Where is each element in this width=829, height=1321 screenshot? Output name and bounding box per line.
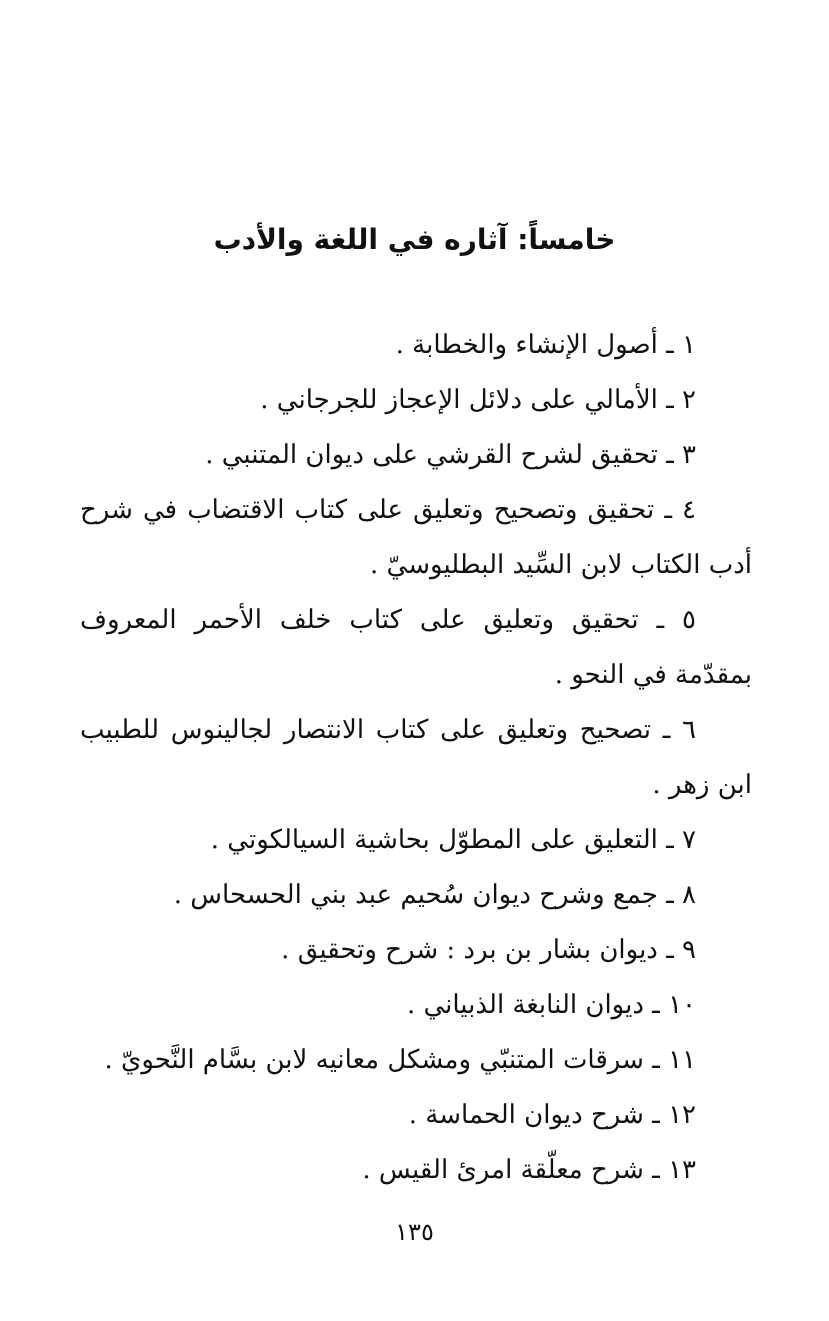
page-number: ١٣٥	[395, 1218, 434, 1246]
list-item: ٢ ـ الأمالي على دلائل الإعجاز للجرجاني .	[260, 385, 696, 415]
list-item: ١ ـ أصول الإنشاء والخطابة .	[395, 330, 696, 360]
list-item: ١٠ ـ ديوان النابغة الذبياني .	[406, 990, 696, 1020]
works-list	[80, 318, 752, 1198]
list-item: ٥ ـ تحقيق وتعليق على كتاب خلف الأحمر المعروف بمقدّمة في النحو .	[80, 605, 752, 690]
list-item: ٣ ـ تحقيق لشرح القرشي على ديوان المتنبي .	[205, 440, 696, 470]
list-item: ١١ ـ سرقات المتنبّي ومشكل معانيه لابن بسَّام النَّحويّ .	[104, 1045, 696, 1075]
list-item: ٨ ـ جمع وشرح ديوان سُحيم عبد بني الحسحاس .	[173, 880, 696, 910]
section-heading: خامساً: آثاره في اللغة والأدب	[213, 223, 616, 256]
list-item: ١٣ ـ شرح معلّقة امرئ القيس .	[362, 1155, 696, 1185]
list-item: ٦ ـ تصحيح وتعليق على كتاب الانتصار لجالينوس للطبيب ابن زهر .	[80, 715, 752, 800]
list-item: ١٢ ـ شرح ديوان الحماسة .	[408, 1100, 696, 1130]
list-item: ٩ ـ ديوان بشار بن برد : شرح وتحقيق .	[281, 935, 696, 965]
list-item: ٧ ـ التعليق على المطوّل بحاشية السيالكوتي .	[210, 825, 696, 855]
list-item: ٤ ـ تحقيق وتصحيح وتعليق على كتاب الاقتضاب في شرح أدب الكتاب لابن السِّيد البطليوسيّ .	[80, 495, 752, 580]
